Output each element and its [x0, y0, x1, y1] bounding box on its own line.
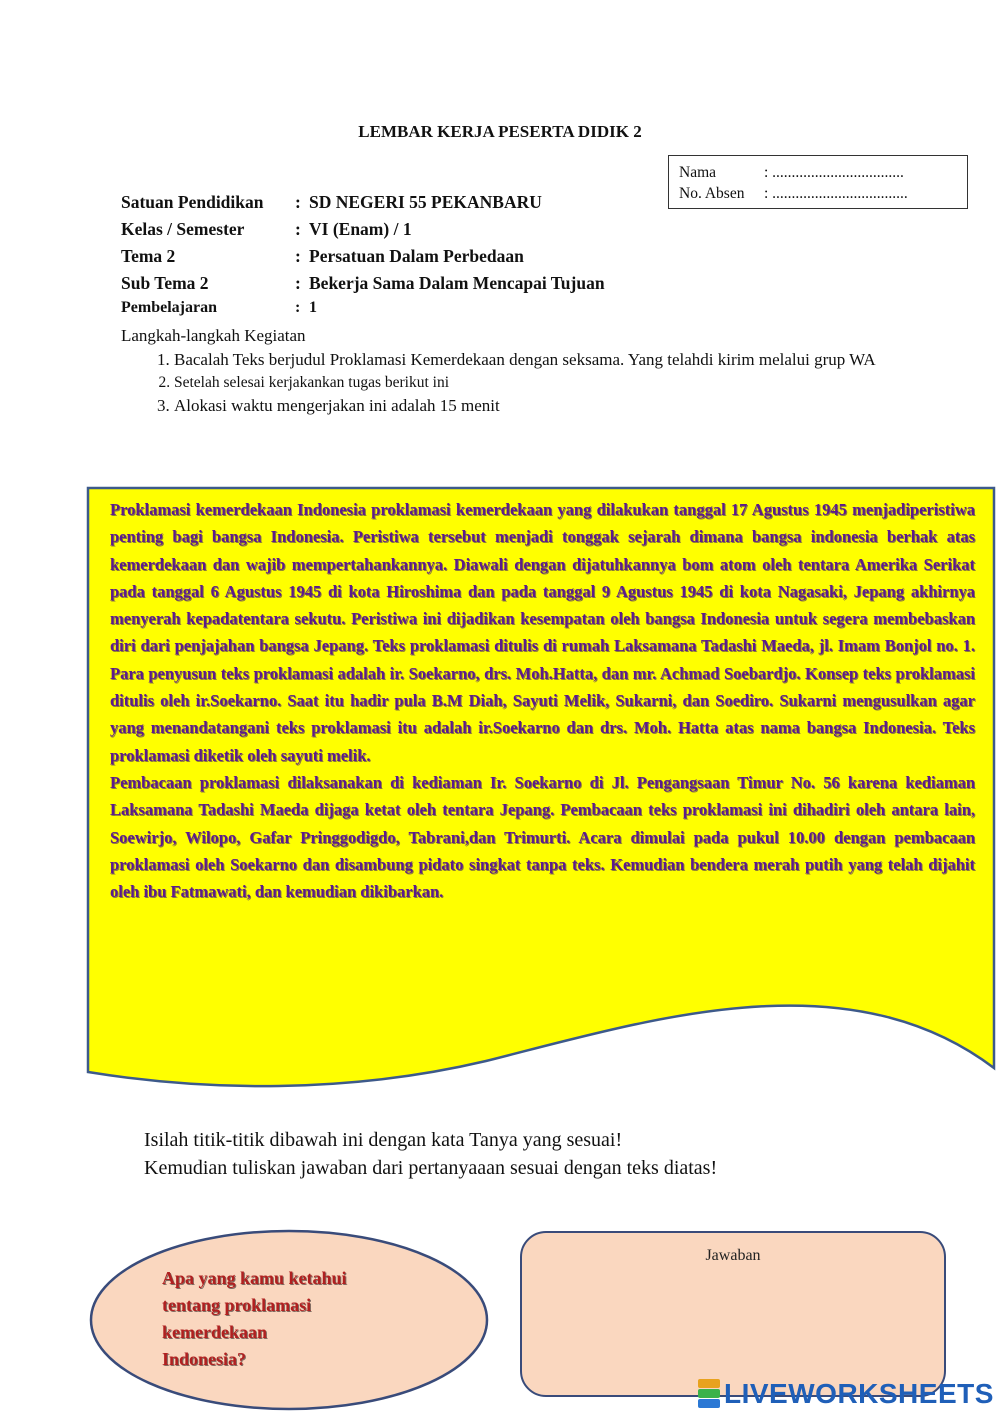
answer-box[interactable] — [520, 1231, 946, 1397]
reading-text — [110, 496, 975, 905]
step-item: 1. Bacalah Teks berjudul Proklamasi Kemerdekaan dengan seksama. Yang telahdi kirim melalui grup WA — [174, 348, 934, 371]
info-colon: : — [295, 299, 301, 316]
name-label: Nama — [679, 164, 717, 181]
info-row-tema — [121, 243, 605, 270]
question-line: Indonesia? — [162, 1349, 247, 1369]
info-colon: : — [295, 219, 301, 239]
reading-paragraph: Pembacaan proklamasi dilaksanakan di kediaman Ir. Soekarno di Jl. Pengangsaan Timur No. 56 karena kediaman Laksamana Tadashi Maeda dijaga ketat oleh tentara Jepang. Pembacaan teks proklamasi ini dihadiri oleh antara lain, Soewirjo, Wilopo, Gafar Pringgodigdo, Tabrani,dan Trimurti. Acara dimulai pada pukul 10.00 dengan pembacaan proklamasi oleh Soekarno dan disambung pidato singkat tanpa teks. Kemudian bendera merah putih yang telah dijahit oleh ibu Fatmawati, dan kemudian dikibarkan. — [110, 772, 975, 902]
name-row — [679, 162, 957, 183]
question-line: Apa yang kamu ketahui — [162, 1268, 347, 1288]
steps-heading: Langkah-langkah Kegiatan — [121, 326, 306, 345]
liveworksheets-logo — [698, 1378, 994, 1410]
info-row-pembelajaran — [121, 297, 605, 319]
question-text[interactable] — [162, 1265, 347, 1373]
info-block — [121, 189, 605, 319]
info-row-subtema — [121, 270, 605, 297]
info-value: Bekerja Sama Dalam Mencapai Tujuan — [309, 273, 605, 293]
info-value: Persatuan Dalam Perbedaan — [309, 246, 524, 266]
question-line: tentang proklamasi — [162, 1295, 312, 1315]
steps-list — [140, 348, 934, 417]
info-label: Kelas / Semester — [121, 219, 245, 239]
question-line: kemerdekaan — [162, 1322, 267, 1342]
step-item: 2. Setelah selesai kerjakankan tugas berikut ini — [174, 371, 934, 394]
absen-field[interactable]: : ................................... — [764, 185, 908, 202]
info-value: 1 — [309, 299, 317, 316]
info-row-satuan — [121, 189, 605, 216]
info-colon: : — [295, 246, 301, 266]
name-field[interactable]: : .................................. — [764, 164, 904, 181]
info-label: Satuan Pendidikan — [121, 192, 264, 212]
absen-label: No. Absen — [679, 185, 745, 202]
reading-paragraph: Proklamasi kemerdekaan Indonesia proklamasi kemerdekaan yang dilakukan tanggal 17 Agustus 1945 menjadiperistiwa penting bagi bangsa Indonesia. Peristiwa tersebut menjadi tonggak sejarah dimana bangsa indonesia berhak atas kemerdekaan dan wajib mempertahankannya. Diawali dengan dijatuhkannya bom atom oleh tentara Amerika Serikat pada tanggal 6 Agustus 1945 di kota Hiroshima dan pada tanggal 9 Agustus 1945 di kota Nagasaki, Jepang akhirnya menyerah kepadatentara sekutu. Peristiwa ini dijadikan kesempatan oleh bangsa Indonesia untuk segera membebaskan diri dari penjajahan bangsa Jepang. Teks proklamasi ditulis di rumah Laksamana Tadashi Maeda, jl. Imam Bonjol no. 1. Para penyusun teks proklamasi adalah ir. Soekarno, drs. Moh.Hatta, dan mr. Achmad Soebardjo. Konsep teks proklamasi ditulis oleh ir.Soekarno. Saat itu hadir pula B.M Diah, Sayuti Melik, Sukarni, dan Soediro. Sukarni mengusulkan agar yang menandatangani teks proklamasi itu adalah ir.Soekarno dan drs. Moh. Hatta atas nama bangsa Indonesia. Teks proklamasi diketik oleh sayuti melik. — [110, 500, 975, 765]
answer-label: Jawaban — [705, 1247, 761, 1264]
info-label: Pembelajaran — [121, 299, 217, 316]
instruction-line: Isilah titik-titik dibawah ini dengan kata Tanya yang sesuai! — [144, 1129, 623, 1151]
worksheet-title: LEMBAR KERJA PESERTA DIDIK 2 — [358, 122, 642, 141]
info-row-kelas — [121, 216, 605, 243]
info-label: Tema 2 — [121, 246, 176, 266]
liveworksheets-logo-text: LIVEWORKSHEETS — [724, 1378, 994, 1409]
info-colon: : — [295, 192, 301, 212]
info-value: SD NEGERI 55 PEKANBARU — [309, 192, 542, 212]
instruction-line: Kemudian tuliskan jawaban dari pertanyaaan sesuai dengan teks diatas! — [144, 1157, 718, 1179]
step-item: 3. Alokasi waktu mengerjakan ini adalah 15 menit — [174, 394, 934, 417]
name-box — [668, 155, 968, 209]
instructions — [144, 1126, 717, 1182]
info-colon: : — [295, 273, 301, 293]
liveworksheets-logo-icon — [698, 1379, 720, 1409]
absen-row — [679, 183, 957, 204]
info-value: VI (Enam) / 1 — [309, 219, 412, 239]
info-label: Sub Tema 2 — [121, 273, 209, 293]
